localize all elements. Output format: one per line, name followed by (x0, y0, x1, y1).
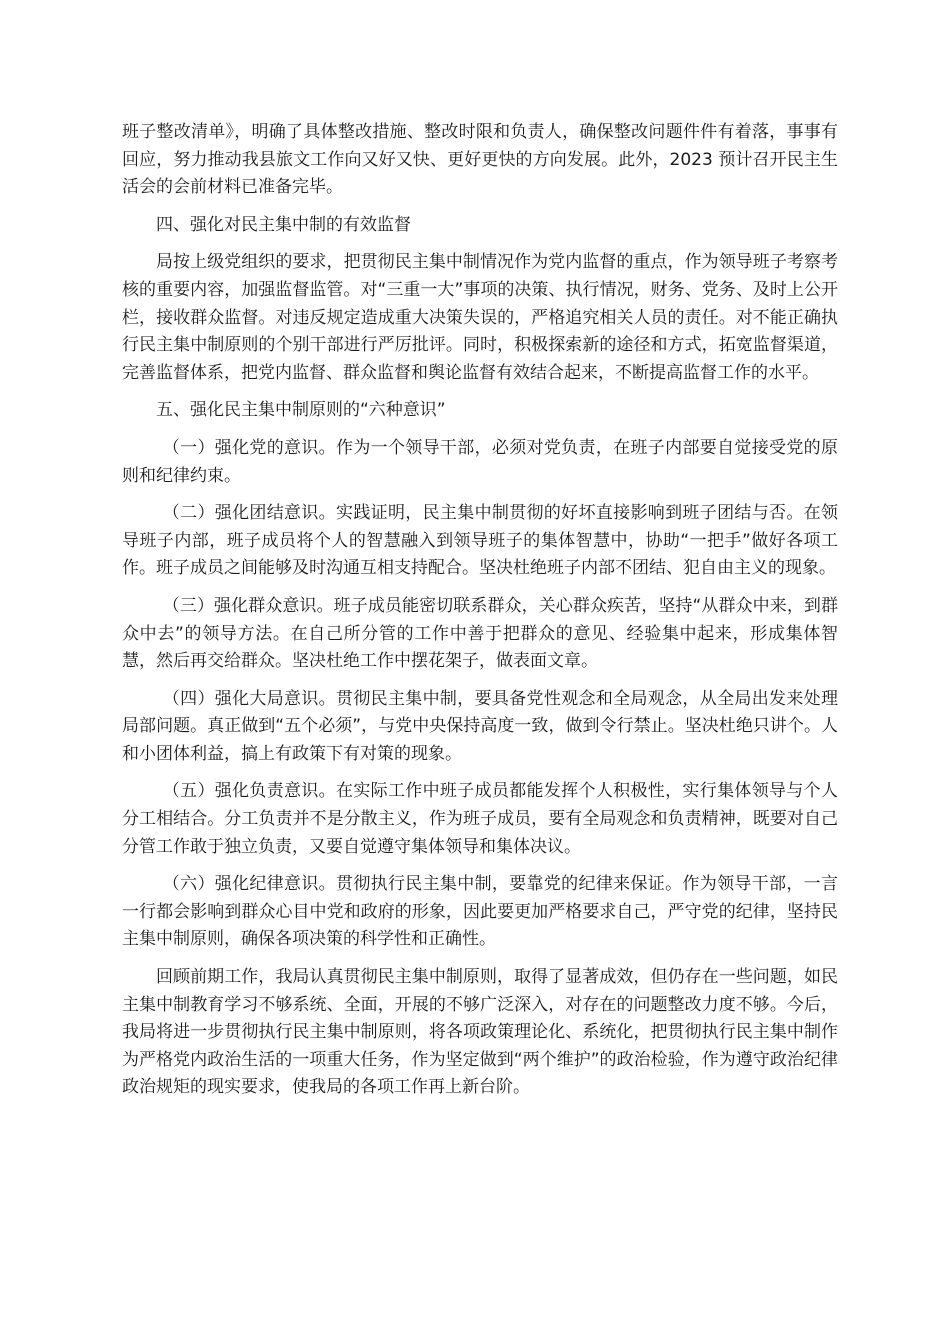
list-item-2: （二）强化团结意识。实践证明，民主集中制贯彻的好坏直接影响到班子团结与否。在领导班子内部，班子成员将个人的智慧融入到领导班子的集体智慧中，协助“一把手”做好各项工作。班子成员之间能够及时沟通互相支持配合。坚决杜绝班子内部不团结、犯自由主义的现象。 (122, 503, 838, 579)
list-item-1: （一）强化党的意识。作为一个领导干部，必须对党负责，在班子内部要自觉接受党的原则和纪律约束。 (122, 437, 838, 486)
list-item-6: （六）强化纪律意识。贯彻执行民主集中制，要靠党的纪律来保证。作为领导干部，一言一行都会影响到群众心目中党和政府的形象，因此要更加严格要求自己，严守党的纪律，坚持民主集中制原则，确保各项决策的科学性和正确性。 (122, 874, 838, 950)
paragraph-supervision: 局按上级党组织的要求，把贯彻民主集中制情况作为党内监督的重点，作为领导班子考察考核的重要内容，加强监督监管。对“三重一大”事项的决策、执行情况，财务、党务、及时上公开栏，接收群众监督。对违反规定造成重大决策失误的，严格追究相关人员的责任。对不能正确执行民主集中制原则的个别干部进行严厉批评。同时，积极探索新的途径和方式，拓宽监督渠道，完善监督体系，把党内监督、群众监督和舆论监督有效结合起来，不断提高监督工作的水平。 (122, 252, 838, 383)
section-heading-4: 四、强化对民主集中制的有效监督 (156, 214, 411, 235)
section-heading-5: 五、强化民主集中制原则的“六种意识” (156, 400, 446, 421)
list-item-4: （四）强化大局意识。贯彻民主集中制，要具备党性观念和全局观念，从全局出发来处理局部问题。真正做到“五个必须”，与党中央保持高度一致，做到令行禁止。坚决杜绝只讲个。人和小团体利益，搞上有政策下有对策的现象。 (122, 688, 838, 764)
list-item-3: （三）强化群众意识。班子成员能密切联系群众，关心群众疾苦，坚持“从群众中来，到群众中去”的领导方法。在自己所分管的工作中善于把群众的意见、经验集中起来，形成集体智慧，然后再交给群众。坚决杜绝工作中摆花架子，做表面文章。 (122, 595, 838, 672)
list-item-5: （五）强化负责意识。在实际工作中班子成员都能发挥个人积极性，实行集体领导与个人分工相结合。分工负责并不是分散主义，作为班子成员，要有全局观念和负责精神，既要对自己分管工作敢于独立负责，又要自觉遵守集体领导和集体决议。 (122, 781, 838, 857)
paragraph-continuation: 班子整改清单》，明确了具体整改措施、整改时限和负责人，确保整改问题件件有着落，事事有回应，努力推动我县旅文工作向又好又快、更好更快的方向发展。此外，2023 预计召开民主生活会的会前材料已准备完毕。 (122, 122, 838, 198)
paragraph-conclusion: 回顾前期工作，我局认真贯彻民主集中制原则，取得了显著成效，但仍存在一些问题，如民主集中制教育学习不够系统、全面，开展的不够广泛深入，对存在的问题整改力度不够。今后，我局将进一步贯彻执行民主集中制原则，将各项政策理论化、系统化，把贯彻执行民主集中制作为严格党内政治生活的一项重大任务，作为坚定做到“两个维护”的政治检验，作为遵守政治纪律政治规矩的现实要求，使我局的各项工作再上新台阶。 (122, 967, 838, 1098)
document-body (122, 119, 838, 1112)
